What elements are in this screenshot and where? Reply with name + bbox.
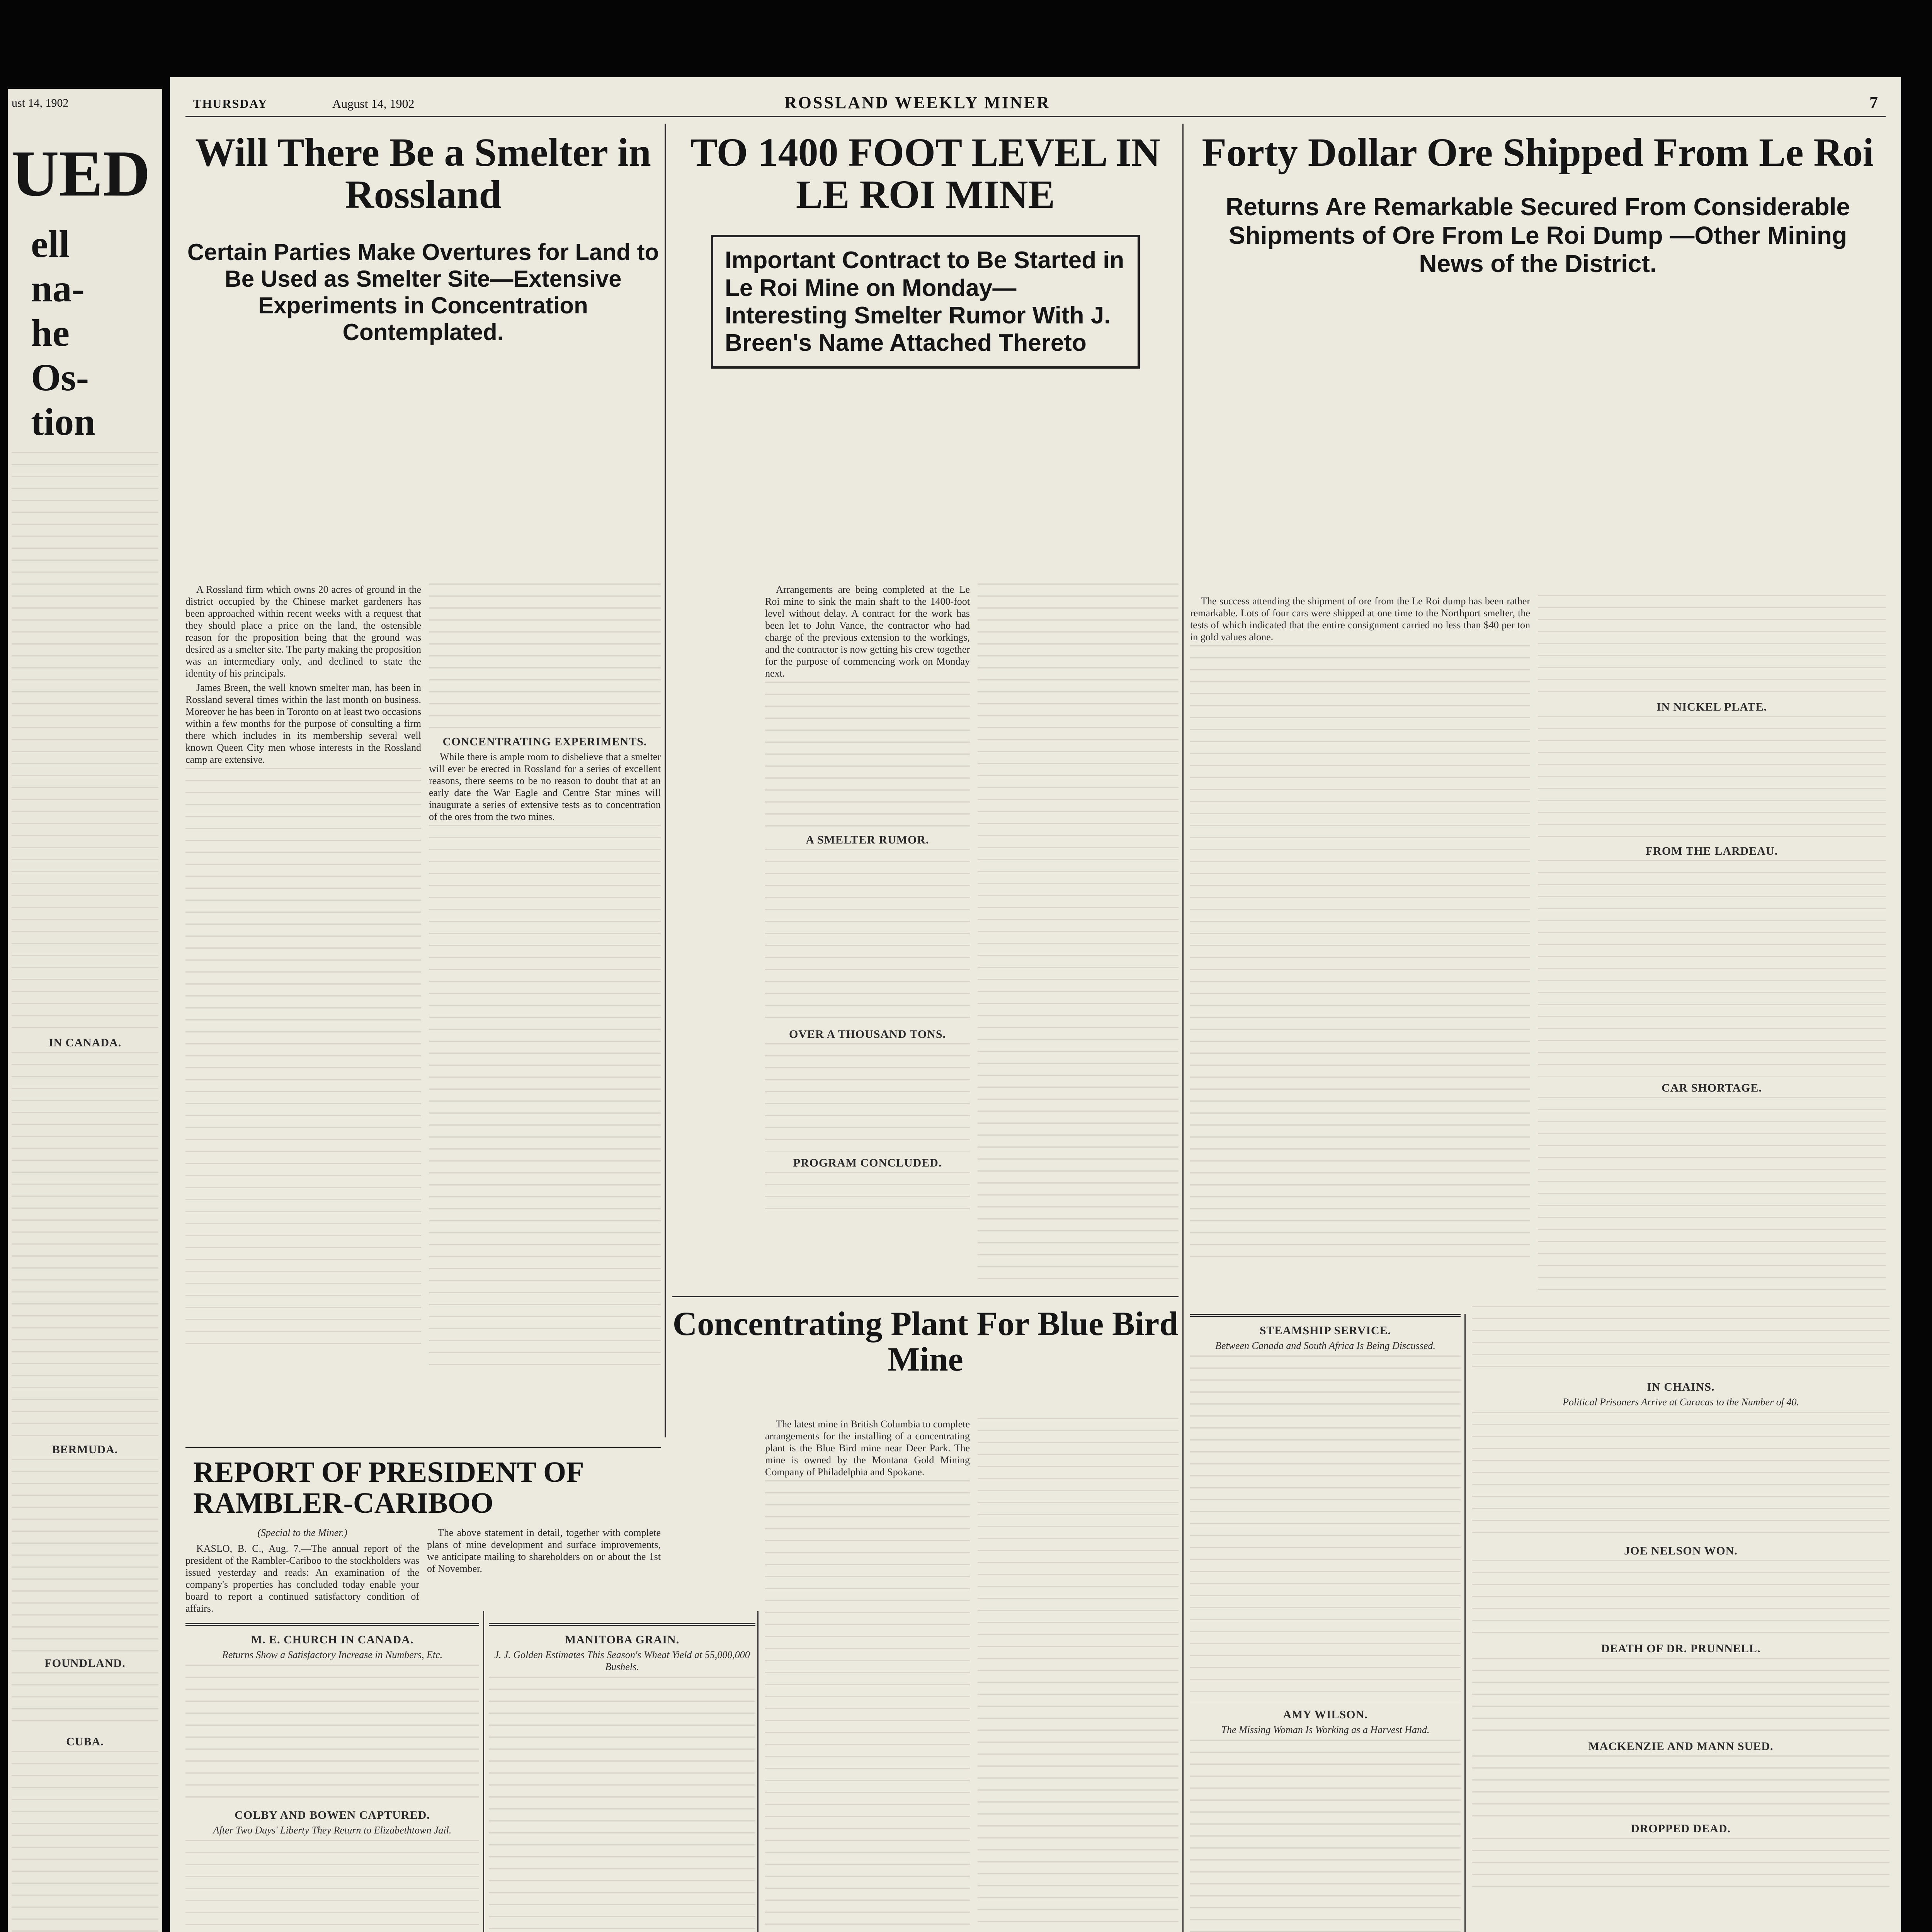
- brief-items-b: [489, 1615, 755, 1932]
- brief-title: DEATH OF DR. PRUNNELL.: [1601, 1642, 1761, 1655]
- blue-bird-text: The latest mine in British Columbia to complete arrangements for the installing of a concentrating plant is the Blue Bird mine near Deer Park. The mine is owned by the Montana Gold Mining Company of Philadelphia and Spokane.: [765, 1418, 970, 1478]
- adjacent-page-strip: [8, 89, 162, 1932]
- brief-title: COLBY AND BOWEN CAPTURED.: [235, 1809, 430, 1821]
- leroi-subhead: A SMELTER RUMOR.: [806, 833, 929, 846]
- forty-dollar-header: [1190, 131, 1886, 595]
- column-rule: [665, 124, 666, 1437]
- column-rule: [1464, 1314, 1466, 1932]
- smelter-article-body-right: [429, 583, 661, 1434]
- brief-deck: Political Prisoners Arrive at Caracas to the Number of 40.: [1563, 1396, 1799, 1408]
- blue-bird-headline: Concentrating Plant For Blue Bird Mine: [672, 1305, 1179, 1379]
- column-rule: [1182, 124, 1184, 1932]
- newspaper-title: ROSSLAND WEEKLY MINER: [784, 93, 1051, 112]
- leroi-subhead: OVER A THOUSAND TONS.: [789, 1028, 946, 1041]
- concentrating-subhead: CONCENTRATING EXPERIMENTS.: [442, 735, 647, 748]
- forty-dollar-body-right: [1538, 595, 1886, 1298]
- brief-items-a: [185, 1615, 479, 1932]
- newspaper-page: [170, 77, 1901, 1932]
- brief-title: M. E. CHURCH IN CANADA.: [251, 1633, 414, 1646]
- leroi-subhead: PROGRAM CONCLUDED.: [793, 1156, 942, 1169]
- forty-dollar-text: The success attending the shipment of ore from the Le Roi dump has been rather remarkable. Lots of four cars were shipped at one time to the Northport smelter, the tests of which indicated that the entire consignment carried no less than $40 per ton in gold values alone.: [1190, 595, 1530, 643]
- rambler-text2: The above statement in detail, together with complete plans of mine development and surface improvements, we anticipate mailing to shareholders on or about the 1st of November.: [427, 1527, 661, 1574]
- blue-bird-body-left: [765, 1418, 970, 1932]
- briefs-col5: [1190, 1306, 1461, 1932]
- leroi-headline: TO 1400 FOOT LEVEL IN LE ROI MINE: [690, 130, 1160, 217]
- rambler-headline: REPORT OF PRESIDENT OF RAMBLER-CARIBOO: [193, 1456, 583, 1519]
- blue-bird-header: [672, 1287, 1179, 1410]
- forty-dollar-deck: Returns Are Remarkable Secured From Considerable Shipments of Ore From Le Roi Dump —Other Mining News of the District.: [1226, 193, 1850, 278]
- strip-body: IN CANADA. BERMUDA. FOUNDLAND. CUBA.: [8, 444, 162, 1932]
- brief-deck: Between Canada and South Africa Is Being Discussed.: [1215, 1340, 1435, 1351]
- brief-deck: J. J. Golden Estimates This Season's Wheat Yield at 55,000,000 Bushels.: [494, 1649, 750, 1672]
- brief-title: MANITOBA GRAIN.: [565, 1633, 680, 1646]
- rambler-report: [185, 1437, 661, 1614]
- brief-deck: Returns Show a Satisfactory Increase in Numbers, Etc.: [222, 1649, 443, 1660]
- forty-dollar-body-left: [1190, 595, 1530, 1298]
- smelter-article-body-left: [185, 583, 421, 1434]
- forty-dollar-headline: Forty Dollar Ore Shipped From Le Roi: [1202, 130, 1874, 175]
- column-rule: [483, 1611, 484, 1932]
- smelter-deck: Certain Parties Make Overtures for Land to Be Used as Smelter Site—Extensive Experiments in Concentration Contemplated.: [187, 239, 659, 345]
- brief-title: DROPPED DEAD.: [1631, 1822, 1731, 1835]
- brief-title: JOE NELSON WON.: [1624, 1544, 1738, 1557]
- smelter-article-header: [185, 131, 661, 576]
- column-rule: [757, 1611, 759, 1932]
- briefs-col6: [1472, 1306, 1889, 1932]
- leroi-article-body-right: [978, 583, 1179, 1279]
- forty-dollar-subhead: FROM THE LARDEAU.: [1645, 845, 1778, 857]
- brief-deck: The Missing Woman Is Working as a Harvest Hand.: [1221, 1724, 1430, 1735]
- brief-deck: After Two Days' Liberty They Return to Elizabethtown Jail.: [213, 1825, 452, 1836]
- strip-deck: ell na- he Os- tion: [31, 223, 95, 443]
- concentrating-text: While there is ample room to disbelieve that a smelter will ever be erected in Rossland for a series of excellent reasons, there seems to be no reason to doubt that at an early date the War Eagle and Centre Star mines will inaugurate a series of extensive tests as to concentration of the ores from the two mines.: [429, 751, 661, 822]
- brief-title: IN CHAINS.: [1647, 1381, 1715, 1393]
- strip-heading: UED: [12, 137, 150, 210]
- forty-dollar-subhead: CAR SHORTAGE.: [1662, 1082, 1762, 1094]
- smelter-intro: A Rossland firm which owns 20 acres of ground in the district occupied by the Chinese market gardeners has been approached within recent weeks with a request that they should place a price on the land, the ostensible reason for the proposition being that the ground was desired as a smelter site. The party making the proposition was an intermediary only, and declined to state the identity of his principals.: [185, 584, 421, 679]
- masthead-day: THURSDAY: [193, 97, 268, 111]
- leroi-article-header: [672, 131, 1179, 568]
- blue-bird-body-right: [978, 1418, 1179, 1932]
- forty-dollar-subhead: IN NICKEL PLATE.: [1656, 701, 1767, 713]
- page-number: 7: [1869, 93, 1878, 112]
- smelter-para2: James Breen, the well known smelter man, has been in Rossland several times within the last month on business. Moreover he has been in Toronto on at least two occasions within a few months for the purpose of consulting a firm there which includes in its membership several well known Queen City men whose interests in the Rossland camp are extensive.: [185, 682, 421, 765]
- rambler-text: KASLO, B. C., Aug. 7.—The annual report of the president of the Rambler-Cariboo to the stockholders was issued yesterday and reads: An examination of the company's properties has concluded today enable your board to report a continued satisfactory condition of affairs.: [185, 1543, 419, 1614]
- leroi-article-body-left: [765, 583, 970, 1279]
- brief-title: STEAMSHIP SERVICE.: [1259, 1324, 1391, 1337]
- leroi-text: Arrangements are being completed at the Le Roi mine to sink the main shaft to the 1400-foot level without delay. A contract for the work has been let to John Vance, the contractor who had charge of the previous extension to the workings, and the contractor is now getting his crew together for the purpose of commencing work on Monday next.: [765, 584, 970, 679]
- masthead-date: August 14, 1902: [332, 97, 415, 111]
- rambler-dateline: (Special to the Miner.): [257, 1527, 347, 1538]
- strip-date: ust 14, 1902: [12, 97, 69, 109]
- leroi-boxed-deck: Important Contract to Be Started in Le Roi Mine on Monday—Interesting Smelter Rumor With J. Breen's Name Attached Thereto: [711, 235, 1140, 368]
- brief-title: MACKENZIE AND MANN SUED.: [1588, 1740, 1774, 1753]
- brief-title: AMY WILSON.: [1283, 1708, 1368, 1721]
- masthead: [185, 85, 1886, 117]
- smelter-headline: Will There Be a Smelter in Rossland: [195, 130, 651, 217]
